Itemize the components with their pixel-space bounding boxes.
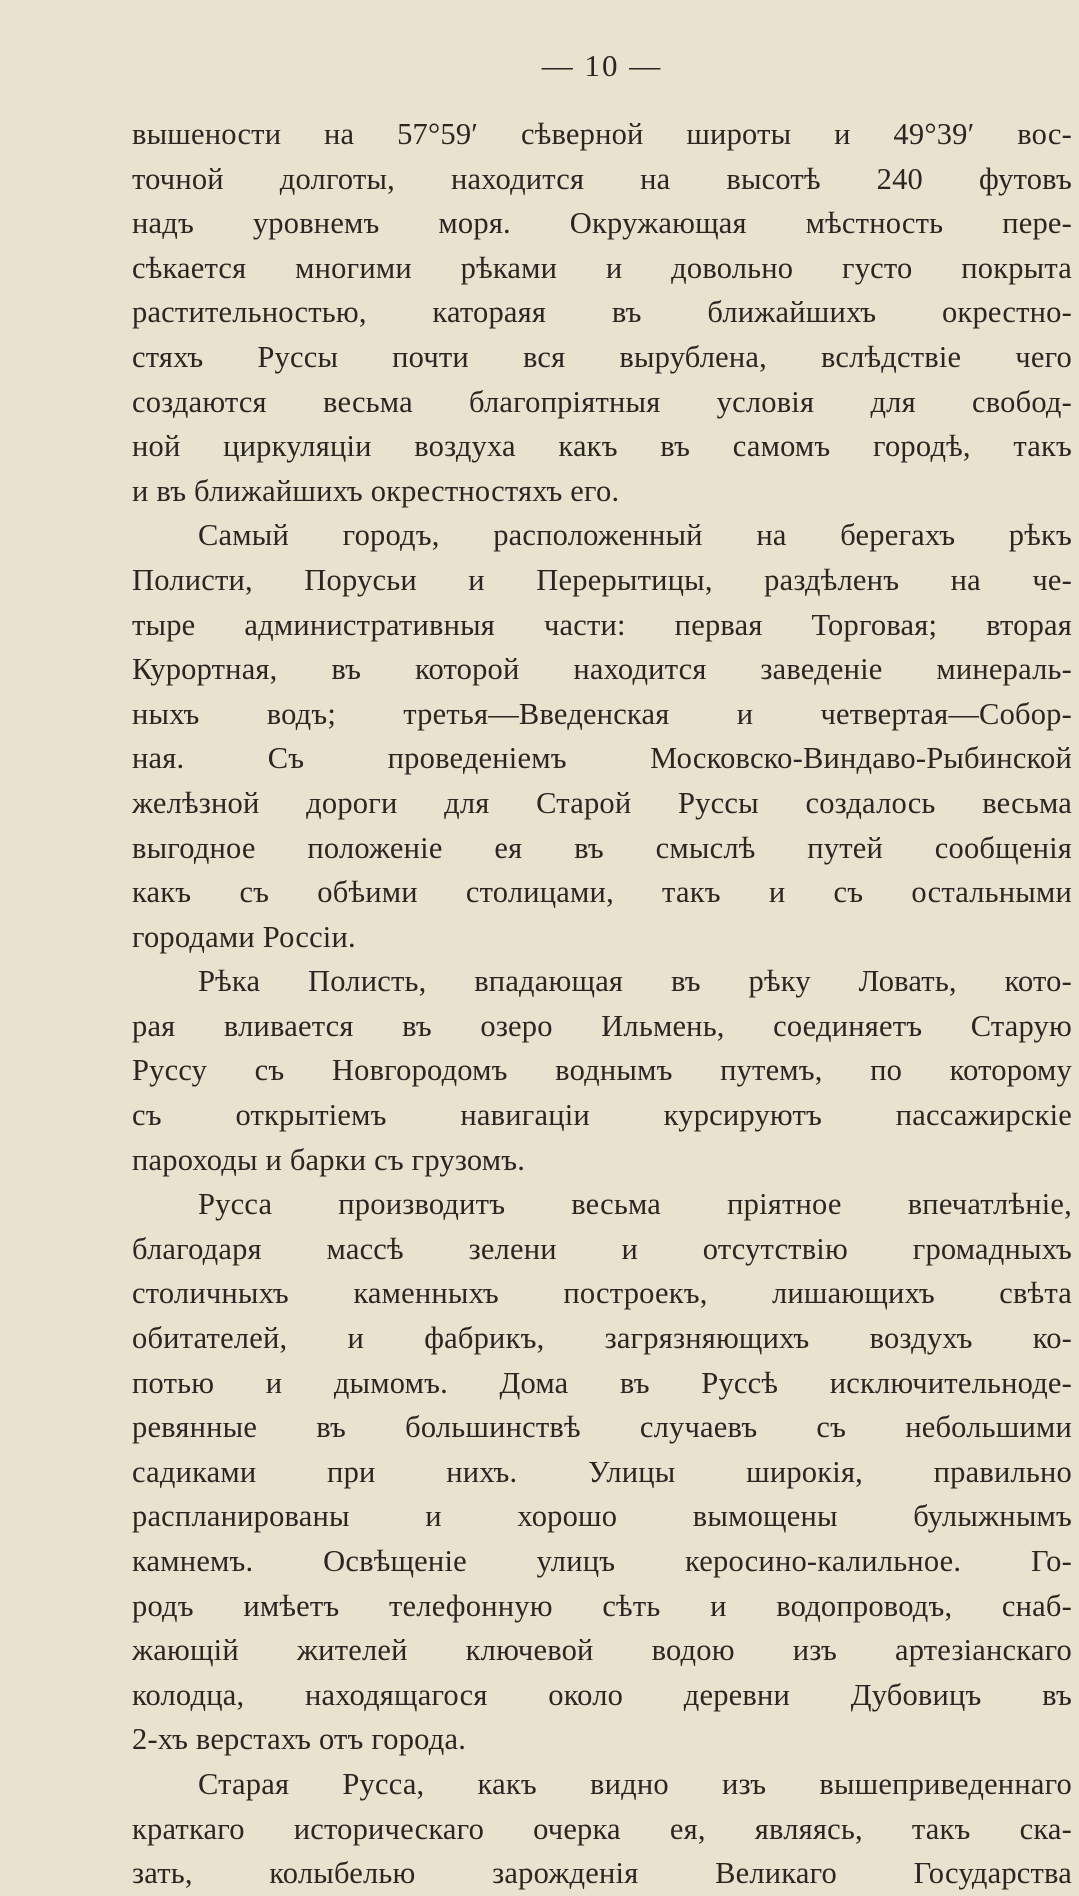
paragraph [132,1182,1072,1762]
text-line: ныхъ водъ; третья—Введенская и четвертая—Собор- [132,696,1072,731]
text-line: городами Россіи. [132,919,356,954]
text-line: обитателей, и фабрикъ, загрязняющихъ воздухъ ко- [132,1321,1072,1356]
text-line: создаются весьма благопріятныя условія для свобод- [132,384,1072,419]
text-line: зать, колыбелью зарожденія Великаго Государства [132,1856,1072,1891]
paragraph [132,1762,1072,1896]
text-line: вышености на 57°59′ сѣверной широты и 49°39′ вос- [132,117,1072,151]
text-line: Руссу съ Новгородомъ воднымъ путемъ, по которому [132,1053,1072,1088]
text-line: столичныхъ каменныхъ построекъ, лишающихъ свѣта [132,1276,1072,1311]
text-line: сѣкается многими рѣками и довольно густо покрыта [132,250,1072,285]
text-line: какъ съ обѣими столицами, такъ и съ остальными [132,875,1072,910]
text-line: Старая Русса, какъ видно изъ вышеприведеннаго [198,1766,1072,1801]
text-line: и въ ближайшихъ окрестностяхъ его. [132,473,620,508]
body-text [132,112,1072,1896]
text-line: надъ уровнемъ моря. Окружающая мѣстность пере- [132,206,1072,241]
text-line: рая вливается въ озеро Ильмень, соединяетъ Старую [132,1008,1072,1043]
text-line: потью и дымомъ. Дома въ Руссѣ исключительноде- [132,1365,1072,1400]
text-line: пароходы и барки съ грузомъ. [132,1142,526,1177]
text-line: Рѣка Полисть, впадающая въ рѣку Ловать, кото- [198,964,1072,999]
text-line: 2-хъ верстахъ отъ города. [132,1722,467,1757]
text-line: стяхъ Руссы почти вся вырублена, вслѣдствіе чего [132,339,1072,374]
text-line: съ открытіемъ навигаціи курсируютъ пассажирскіе [132,1098,1072,1133]
paragraph [132,959,1072,1182]
text-line: жающій жителей ключевой водою изъ артезіанскаго [132,1633,1072,1668]
text-line: желѣзной дороги для Старой Руссы создалось весьма [132,785,1072,820]
text-line: колодца, находящагося около деревни Дубовицъ въ [132,1677,1072,1712]
text-line: родъ имѣетъ телефонную сѣть и водопроводъ, снаб- [132,1588,1072,1623]
text-line: Полисти, Порусьи и Перерытицы, раздѣленъ на че- [132,562,1072,597]
text-line: садиками при нихъ. Улицы широкія, правильно [132,1454,1072,1489]
text-line: ной циркуляціи воздуха какъ въ самомъ городѣ, такъ [132,429,1072,464]
text-line: выгодное положеніе ея въ смыслѣ путей сообщенія [132,830,1072,865]
text-line: точной долготы, находится на высотѣ 240 футовъ [132,161,1072,196]
text-line: распланированы и хорошо вымощены булыжнымъ [132,1499,1072,1534]
text-line: растительностью, катораяя въ ближайшихъ окрестно- [132,295,1072,330]
text-line: камнемъ. Освѣщеніе улицъ керосино-калильное. Го- [132,1544,1072,1578]
text-line: благодаря массѣ зелени и отсутствію громадныхъ [132,1231,1072,1266]
text-line: Курортная, въ которой находится заведеніе минераль- [132,652,1072,687]
text-line: Самый городъ, расположенный на берегахъ рѣкъ [198,518,1072,553]
paragraph [132,112,1072,513]
text-line: тыре административныя части: первая Торговая; вторая [132,607,1072,642]
text-line: Русса производитъ весьма пріятное впечатлѣніе, [198,1187,1072,1222]
text-line: ная. Съ проведеніемъ Московско-Виндаво-Рыбинской [132,741,1072,776]
text-line: ревянные въ большинствѣ случаевъ съ небольшими [132,1410,1072,1445]
paragraph [132,513,1072,959]
page-number: — 10 — [541,48,663,83]
text-line: краткаго историческаго очерка ея, являясь, такъ ска- [132,1811,1072,1846]
